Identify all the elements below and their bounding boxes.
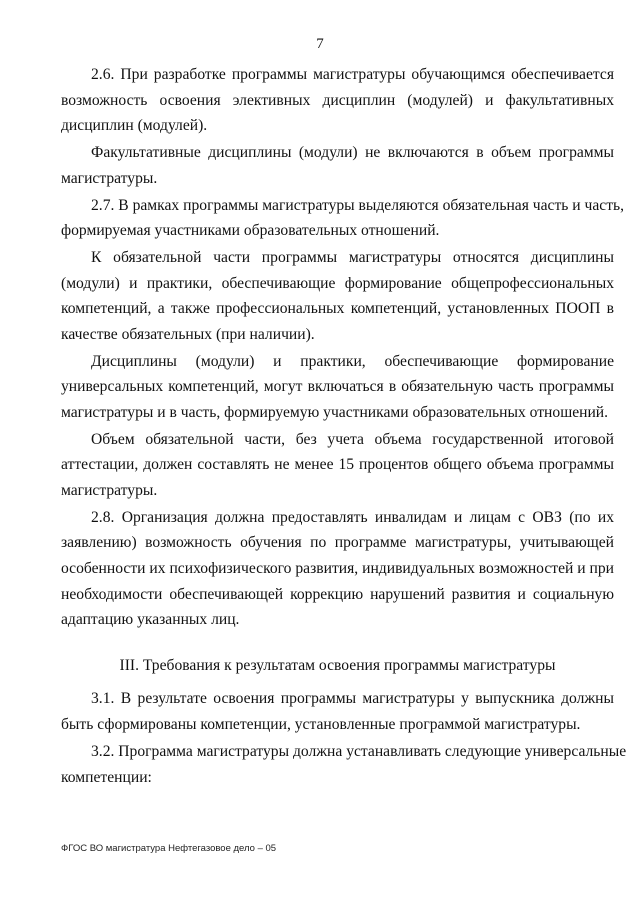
text-line: магистратуры.	[61, 169, 158, 187]
paragraph	[61, 505, 614, 633]
text-line: компетенции:	[61, 768, 152, 786]
text-line: (модули) и практики, обеспечивающие формирование общепрофессиональных	[61, 274, 614, 292]
footer-note: ФГОС ВО магистратура Нефтегазовое дело – 05	[61, 843, 277, 854]
paragraph	[61, 427, 614, 504]
paragraph	[61, 349, 614, 426]
text-line: формируемая участниками образовательных отношений.	[61, 222, 440, 240]
text-line: заявлению) возможность обучения по программе магистратуры, учитывающей	[61, 534, 614, 552]
paragraph	[61, 62, 614, 139]
text-line: магистратуры и в часть, формируемую участниками образовательных отношений.	[61, 403, 609, 421]
paragraphs-after-heading	[61, 686, 627, 790]
text-line: особенности их психофизического развития, индивидуальных возможностей и при	[61, 560, 614, 578]
text-line: 3.2. Программа магистратуры должна устанавливать следующие универсальные	[91, 742, 627, 760]
text-line: 2.7. В рамках программы магистратуры выделяются обязательная часть и часть,	[91, 196, 625, 214]
text-line: возможность освоения элективных дисциплин (модулей) и факультативных	[61, 91, 614, 109]
text-line: необходимости обеспечивающей коррекцию нарушений развития и социальную	[61, 585, 614, 603]
text-line: дисциплин (модулей).	[61, 117, 208, 135]
paragraph	[61, 193, 625, 244]
text-line: универсальных компетенций, могут включаться в обязательную часть программы	[61, 378, 614, 396]
paragraph	[61, 686, 614, 737]
page-number: 7	[316, 36, 324, 52]
paragraph	[61, 140, 614, 191]
text-line: адаптацию указанных лиц.	[61, 611, 240, 629]
text-line: магистратуры.	[61, 481, 158, 499]
section-heading: III. Требования к результатам освоения программы магистратуры	[119, 656, 556, 674]
document-body	[61, 62, 627, 791]
text-line: компетенций, а также профессиональных компетенций, установленных ПООП в	[61, 300, 614, 318]
paragraph	[61, 739, 627, 790]
text-line: Дисциплины (модули) и практики, обеспечивающие формирование	[91, 352, 614, 370]
text-line: аттестации, должен составлять не менее 15 процентов общего объема программы	[61, 456, 614, 474]
text-line: 3.1. В результате освоения программы магистратуры у выпускника должны	[91, 690, 614, 708]
text-line: качестве обязательных (при наличии).	[61, 325, 315, 343]
paragraph	[61, 245, 614, 347]
text-line: 2.6. При разработке программы магистратуры обучающимся обеспечивается	[91, 66, 614, 83]
text-line: быть сформированы компетенции, установленные программой магистратуры.	[61, 716, 581, 734]
text-line: Объем обязательной части, без учета объема государственной итоговой	[91, 430, 614, 448]
text-line: К обязательной части программы магистратуры относятся дисциплины	[91, 249, 614, 267]
paragraphs-before-heading	[61, 62, 625, 633]
text-line: 2.8. Организация должна предоставлять инвалидам и лицам с ОВЗ (по их	[91, 508, 614, 526]
text-line: Факультативные дисциплины (модули) не включаются в объем программы	[91, 144, 614, 162]
